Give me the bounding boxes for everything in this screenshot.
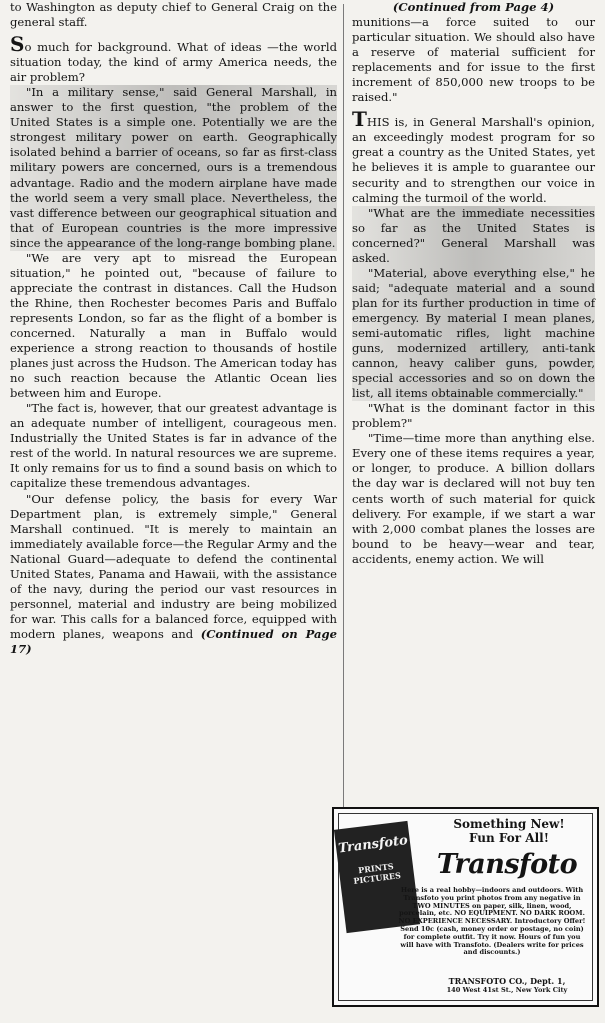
transfoto-advertisement — [332, 807, 599, 1007]
paragraph-background-text: o much for background. What of ideas —the world situation today, the kind of army America needs, the air problem? — [10, 40, 337, 85]
paragraph-defense-policy-text: "Our defense policy, the basis for every War Department plan, is extremely simple," General Marshall continued. "It is merely to maintain an immediately available force—the Regular Army and the National Guard—adequate to defend the continental United States, Panama and Hawaii, with the assistance of the navy, during the period our vast resources in personnel, material and industry are being mobilized for war. This calls for a balanced force, equipped with modern planes, weapons and — [10, 491, 337, 641]
logo-tagline: PRINTS PICTURES — [352, 860, 402, 886]
drop-cap-t: T — [352, 107, 367, 132]
ad-body-text: Here is a real hobby—indoors and outdoors. With Transfoto you print photos from any negative in TWO MINUTES on paper, silk, linen, wood, porcelain, etc. NO EQUIPMENT. NO DARK ROOM. NO EXPERIENCE NECESSARY. Introductory Offer! Send 10c (cash, money order or postage, no coin) for complete outfit. Try it now. Hours of fun you will have with Transfoto. (Dealers write for prices and discounts.) — [398, 886, 586, 957]
paragraph-time: "Time—time more than anything else. Every one of these items requires a year, or longer, to produce. A billion dollars the day war is declared will not buy ten cents worth of such material for quick delivery. For example, if we start a war with 2,000 combat planes the losses are bound to be heavy—wear and tear, accidents, enemy action. We will — [352, 431, 595, 566]
continued-on-link: (Continued on Page 17) — [10, 626, 337, 656]
ad-brand: Transfoto — [436, 849, 578, 880]
ad-company-name: TRANSFOTO CO., Dept. 1, — [448, 976, 566, 986]
ad-address: 140 West 41st St., New York City — [446, 986, 568, 994]
article-column-right — [352, 0, 595, 567]
paragraph-modest-program — [352, 107, 595, 205]
paragraph-military-sense: "In a military sense," said General Marshall, in answer to the first question, "the problem of the United States is a simple one. Potentially we are the strongest military power on earth. Geographically isolated behind a barrier of oceans, so far as first-class military powers are concerned, ours is a tremendous advantage. Radio and the modern airplane have made the world seem a very small place. Nevertheless, the vast difference between our geographical situation and that of European countries is the more impressive since the appearance of the long-range bombing plane. — [10, 85, 337, 250]
drop-cap-s: S — [10, 32, 25, 57]
continued-from-label: (Continued from Page 4) — [392, 0, 555, 14]
ad-headline-2: Fun For All! — [469, 831, 549, 845]
paragraph-defense-policy — [10, 492, 337, 658]
paragraph-munitions: munitions—a force suited to our particular situation. We should also have a reserve of material sufficient for replacements and for issue to the first increment of 850,000 new troops to be raised." — [352, 15, 595, 105]
ad-headline-1: Something New! — [453, 817, 565, 831]
ad-headline — [434, 817, 584, 845]
paragraph-dominant-factor: "What is the dominant factor in this problem?" — [352, 401, 595, 431]
article-column-left — [10, 0, 337, 657]
paragraph-immediate-necessities: "What are the immediate necessities so far as the United States is concerned?" General Marshall was asked. — [352, 205, 595, 265]
logo-name: Transfoto — [337, 833, 409, 857]
paragraph-modest-program-text: HIS is, in General Marshall's opinion, an exceedingly modest program for so great a country as the United States, yet he believes it is ample to guarantee our security and to strengthen our voice in calming the turmoil of the world. — [352, 115, 595, 205]
intro-paragraph: to Washington as deputy chief to General Craig on the general staff. — [10, 0, 337, 30]
ad-company — [422, 977, 592, 995]
paragraph-background — [10, 32, 337, 85]
paragraph-greatest-advantage: "The fact is, however, that our greatest advantage is an adequate number of intelligent, courageous men. Industrially the United States is far in advance of the rest of the world. In natural resources we are supreme. It only remains for us to find a sound basis on which to capitalize these tremendous advantages. — [10, 401, 337, 491]
paragraph-european-situation: "We are very apt to misread the European situation," he pointed out, "because of failure to appreciate the contrast in distances. Call the Hudson the Rhine, then Rochester becomes Paris and Buffalo represents London, so far as the flight of a bomber is concerned. Naturally a man in Buffalo would experience a strong reaction to thousands of hostile planes just across the Hudson. The American today has no such reaction because the Atlantic Ocean lies between him and Europe. — [10, 250, 337, 401]
paragraph-material: "Material, above everything else," he said; "adequate material and a sound plan for its further production in time of emergency. By material I mean planes, semi-automatic rifles, light machine guns, modernized artillery, anti-tank cannon, heavy caliber guns, powder, special accessories and so on down the list, all items obtainable commercially." — [352, 265, 595, 401]
